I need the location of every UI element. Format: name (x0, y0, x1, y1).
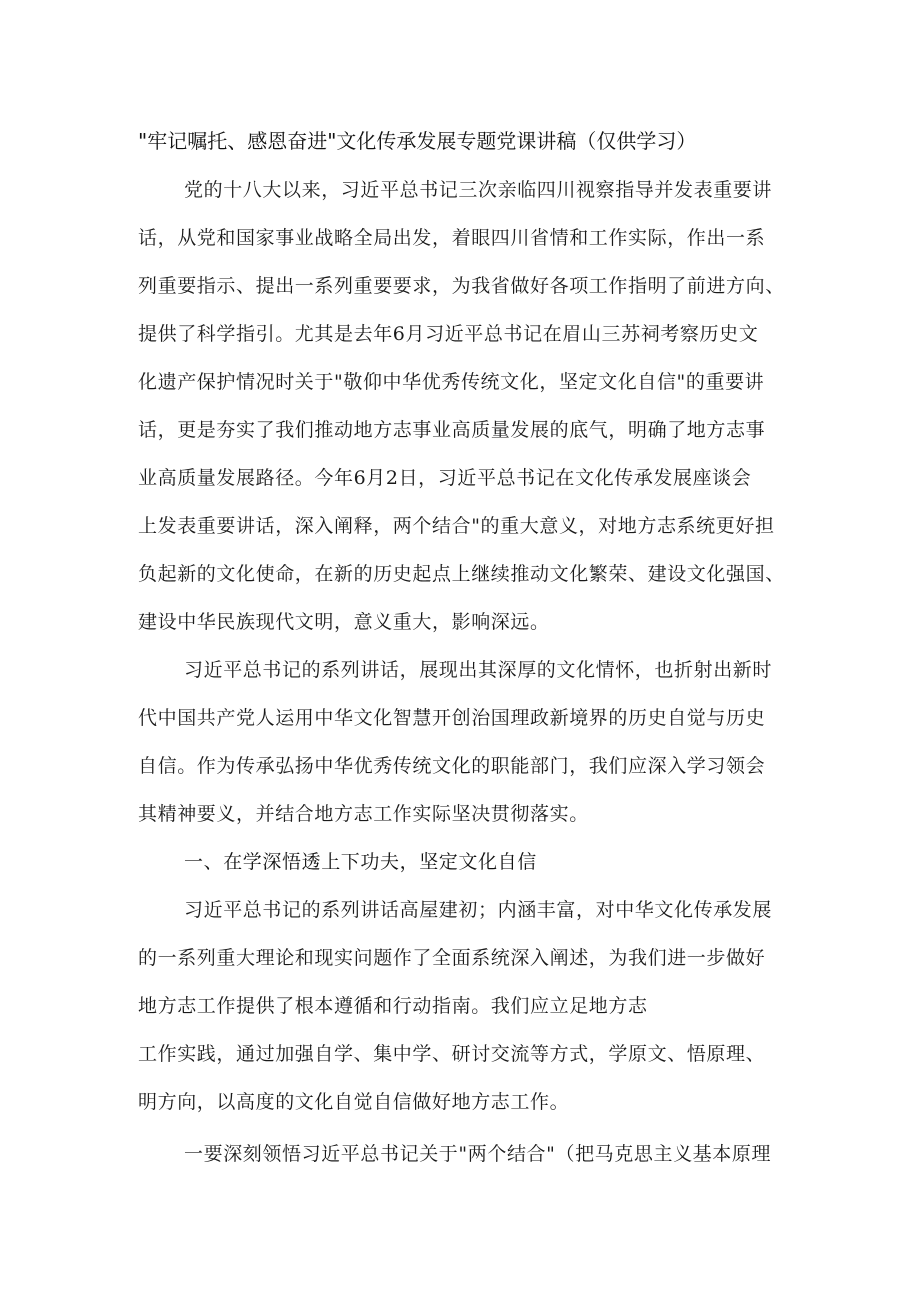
paragraph-2-line-1: 习近平总书记的系列讲话，展现出其深厚的文化情怀，也折射出新时 (184, 659, 773, 681)
paragraph-1-line-8: 上发表重要讲话，深入阐释，两个结合"的重大意义，对地方志系统更好担 (138, 515, 775, 537)
paragraph-4-line-1: 一要深刻领悟习近平总书记关于"两个结合"（把马克思主义基本原理 (184, 1143, 772, 1165)
paragraph-1-line-6: 话，更是夯实了我们推动地方志事业高质量发展的底气，明确了地方志事 (138, 419, 766, 441)
section-heading-1: 一、在学深悟透上下功夫，坚定文化自信 (184, 851, 537, 873)
document-title: "牢记嘱托、感恩奋进"文化传承发展专题党课讲稿（仅供学习） (138, 129, 697, 153)
paragraph-3-line-1: 习近平总书记的系列讲话高屋建初；内涵丰富，对中华文化传承发展 (184, 899, 773, 921)
paragraph-1-line-7: 业高质量发展路径。今年6月2日，习近平总书记在文化传承发展座谈会 (138, 467, 752, 489)
paragraph-3-line-3: 地方志工作提供了根本遵循和行动指南。我们应立足地方志 (138, 995, 648, 1017)
paragraph-1-line-9: 负起新的文化使命，在新的历史起点上继续推动文化繁荣、建设文化强国、 (138, 563, 785, 585)
paragraph-1-line-5: 化遗产保护情况时关于"敬仰中华优秀传统文化，坚定文化自信"的重要讲 (138, 371, 765, 393)
paragraph-1-line-3: 列重要指示、提出一系列重要要求，为我省做好各项工作指明了前进方向、 (138, 275, 785, 297)
paragraph-3-line-2: 的一系列重大理论和现实问题作了全面系统深入阐述，为我们进一步做好 (138, 947, 766, 969)
paragraph-1-line-4: 提供了科学指引。尤其是去年6月习近平总书记在眉山三苏祠考察历史文 (138, 323, 759, 345)
paragraph-2-line-2: 代中国共产党人运用中华文化智慧开创治国理政新境界的历史自觉与历史 (138, 707, 766, 729)
paragraph-1-line-1: 党的十八大以来，习近平总书记三次亲临四川视察指导并发表重要讲 (184, 179, 773, 201)
paragraph-1-line-10: 建设中华民族现代文明，意义重大，影响深远。 (138, 611, 550, 633)
paragraph-2-line-4: 其精神要义，并结合地方志工作实际坚决贯彻落实。 (138, 803, 589, 825)
paragraph-1-line-2: 话，从党和国家事业战略全局出发，着眼四川省情和工作实际，作出一系 (138, 227, 766, 249)
paragraph-3-line-4: 工作实践，通过加强自学、集中学、研讨交流等方式，学原文、悟原理、 (138, 1043, 766, 1065)
paragraph-2-line-3: 自信。作为传承弘扬中华优秀传统文化的职能部门，我们应深入学习领会 (138, 755, 766, 777)
paragraph-3-line-5: 明方向，以高度的文化自觉自信做好地方志工作。 (138, 1091, 570, 1113)
